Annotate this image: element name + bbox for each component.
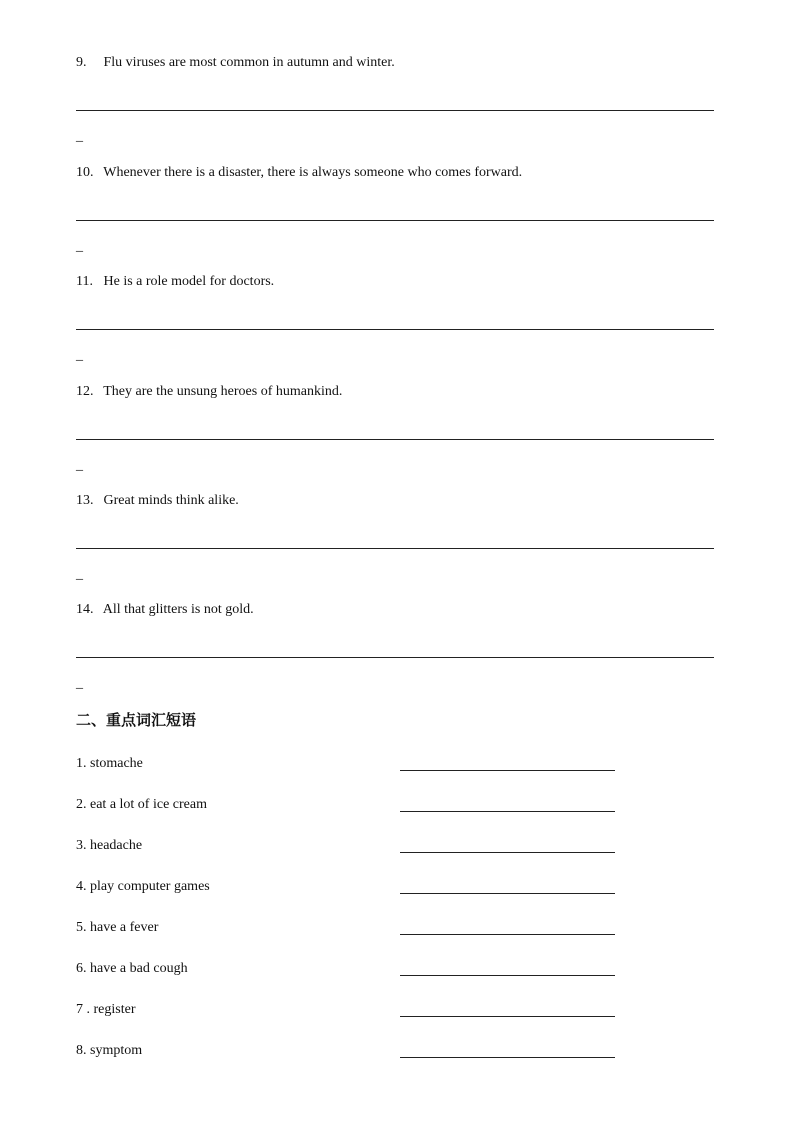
- sentence-14: [76, 601, 254, 619]
- section-heading: 二、重点词汇短语: [76, 711, 197, 729]
- vocab-item: 1. stomache: [76, 756, 143, 771]
- answer-line[interactable]: [76, 657, 714, 658]
- answer-line[interactable]: [76, 220, 714, 221]
- answer-line[interactable]: [76, 329, 714, 330]
- sentence-12: [76, 383, 342, 401]
- sentence-text: Great minds think alike.: [103, 493, 239, 508]
- answer-line[interactable]: [76, 548, 714, 549]
- sentence-text: Whenever there is a disaster, there is always someone who comes forward.: [103, 165, 523, 180]
- vocab-answer-blank[interactable]: [400, 811, 615, 812]
- sentence-text: They are the unsung heroes of humankind.: [103, 384, 343, 399]
- vocab-item: 4. play computer games: [76, 879, 210, 894]
- sentence-number: 13.: [76, 493, 94, 508]
- vocab-item: 5. have a fever: [76, 920, 159, 935]
- vocab-answer-blank[interactable]: [400, 852, 615, 853]
- dash-mark: _: [76, 239, 83, 254]
- vocab-answer-blank[interactable]: [400, 893, 615, 894]
- sentence-text: All that glitters is not gold.: [102, 602, 254, 617]
- sentence-9: [76, 54, 395, 72]
- dash-mark: _: [76, 129, 83, 144]
- sentence-11: [76, 273, 274, 291]
- vocab-item: 2. eat a lot of ice cream: [76, 797, 207, 812]
- vocab-answer-blank[interactable]: [400, 934, 615, 935]
- sentence-number: 11.: [76, 274, 93, 289]
- sentence-number: 10.: [76, 165, 94, 180]
- vocab-answer-blank[interactable]: [400, 770, 615, 771]
- vocab-item: 7 . register: [76, 1002, 136, 1017]
- dash-mark: _: [76, 348, 83, 363]
- answer-line[interactable]: [76, 110, 714, 111]
- dash-mark: _: [76, 567, 83, 582]
- sentence-number: 12.: [76, 384, 94, 399]
- vocab-item: 3. headache: [76, 838, 143, 853]
- sentence-text: He is a role model for doctors.: [103, 274, 275, 289]
- dash-mark: _: [76, 676, 83, 691]
- sentence-number: 14.: [76, 602, 94, 617]
- vocab-answer-blank[interactable]: [400, 1057, 615, 1058]
- sentence-10: [76, 164, 522, 182]
- answer-line[interactable]: [76, 439, 714, 440]
- vocab-item: 8. symptom: [76, 1043, 143, 1058]
- dash-mark: _: [76, 458, 83, 473]
- vocab-answer-blank[interactable]: [400, 975, 615, 976]
- vocab-answer-blank[interactable]: [400, 1016, 615, 1017]
- sentence-13: [76, 492, 239, 510]
- vocab-item: 6. have a bad cough: [76, 961, 188, 976]
- sentence-number: 9.: [76, 55, 87, 70]
- sentence-text: Flu viruses are most common in autumn and winter.: [103, 55, 395, 70]
